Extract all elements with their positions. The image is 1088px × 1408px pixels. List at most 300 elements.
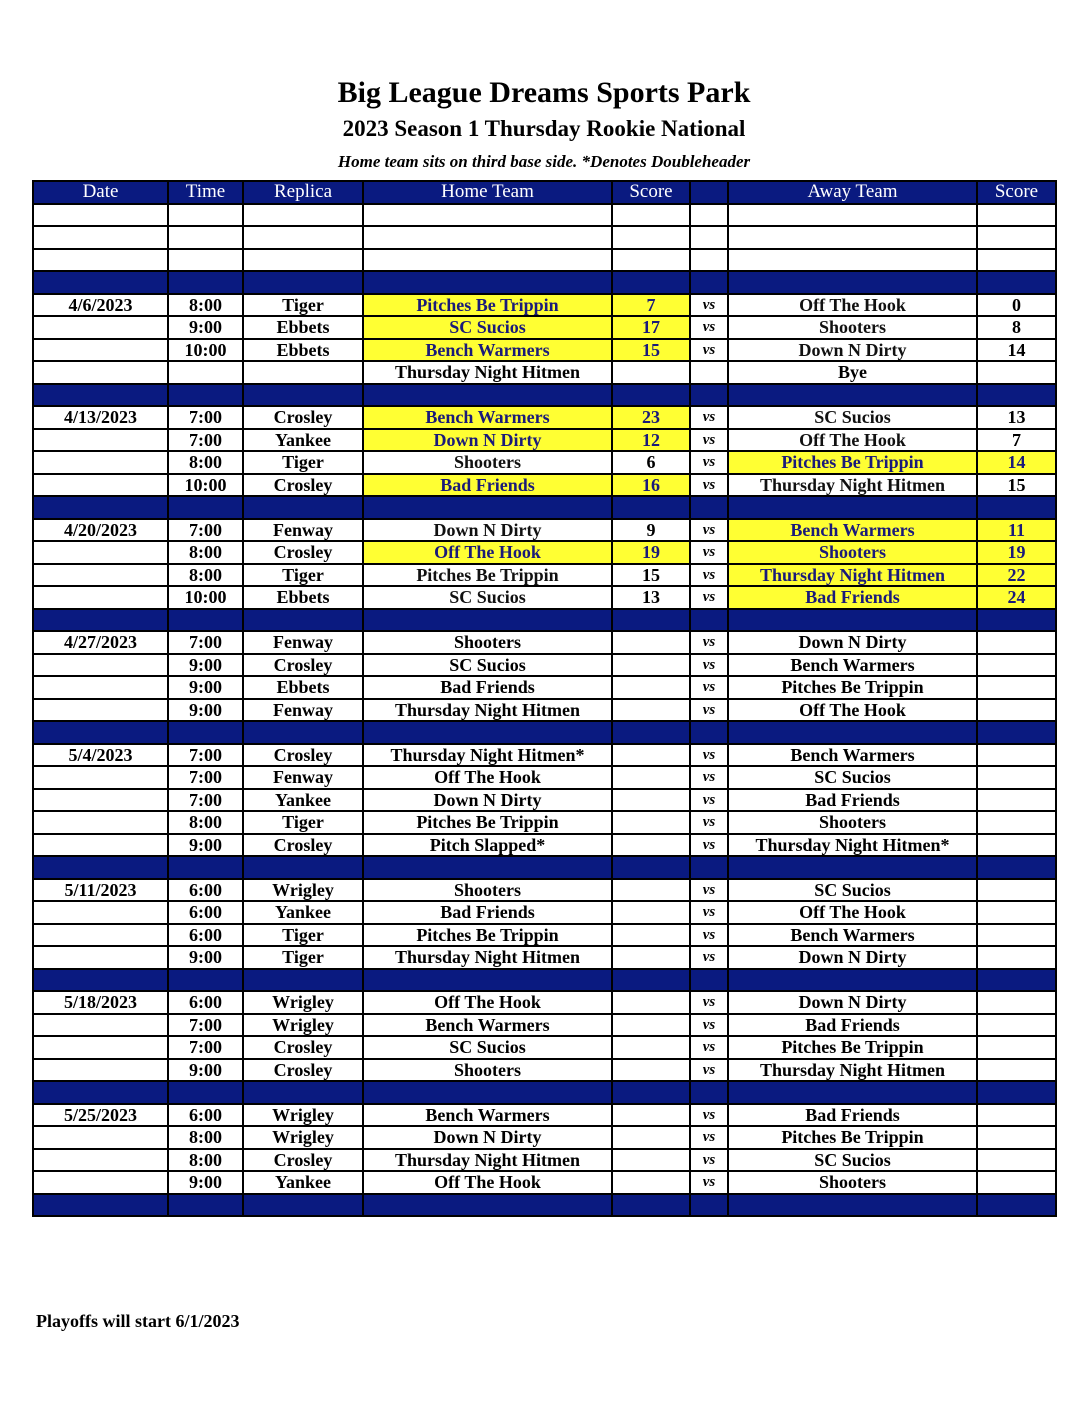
game-replica-field: Wrigley [243,1104,363,1127]
game-date: 5/4/2023 [33,744,168,767]
game-row [33,1149,1056,1172]
game-row [33,1104,1056,1127]
game-row [33,519,1056,542]
home-team: Off The Hook [363,991,612,1014]
game-date-empty [33,1014,168,1037]
game-replica-field: Tiger [243,564,363,587]
home-team: Shooters [363,451,612,474]
game-row [33,766,1056,789]
away-score: 19 [977,541,1056,564]
versus-label: vs [690,834,728,857]
game-date-empty [33,901,168,924]
home-score [612,991,690,1014]
home-score [612,744,690,767]
away-score [977,1149,1056,1172]
game-time: 8:00 [168,1149,243,1172]
game-row [33,901,1056,924]
home-team: Bad Friends [363,676,612,699]
versus-label: vs [690,1059,728,1082]
game-replica-field: Ebbets [243,676,363,699]
away-team: Thursday Night Hitmen [728,564,977,587]
away-team: Bye [728,361,977,384]
away-score [977,631,1056,654]
home-score [612,766,690,789]
game-replica-field: Wrigley [243,879,363,902]
home-score [612,834,690,857]
game-replica-field: Yankee [243,789,363,812]
game-replica-field: Fenway [243,631,363,654]
week-separator-band [33,969,1056,992]
home-score: 7 [612,294,690,317]
home-score: 17 [612,316,690,339]
column-header-home-score: Score [612,181,690,204]
game-date-empty [33,1036,168,1059]
game-time: 7:00 [168,1014,243,1037]
empty-row [33,204,1056,227]
game-replica-field: Yankee [243,1171,363,1194]
game-time: 6:00 [168,991,243,1014]
home-team: SC Sucios [363,1036,612,1059]
game-time: 6:00 [168,901,243,924]
header-note: Home team sits on third base side. *Denotes Doubleheader [337,152,751,171]
week-separator-band [33,609,1056,632]
game-replica-field: Wrigley [243,991,363,1014]
game-time: 8:00 [168,451,243,474]
versus-label: vs [690,744,728,767]
home-team: Off The Hook [363,766,612,789]
game-date: 4/6/2023 [33,294,168,317]
home-score [612,676,690,699]
game-time: 9:00 [168,699,243,722]
empty-row [33,226,1056,249]
away-team: Thursday Night Hitmen [728,474,977,497]
game-row [33,294,1056,317]
game-row [33,789,1056,812]
away-score: 15 [977,474,1056,497]
game-row [33,924,1056,947]
away-score [977,361,1056,384]
game-replica-field: Tiger [243,811,363,834]
game-time: 8:00 [168,811,243,834]
home-score [612,1104,690,1127]
game-time: 9:00 [168,1059,243,1082]
game-replica-field: Ebbets [243,586,363,609]
game-row [33,316,1056,339]
versus-label: vs [690,586,728,609]
game-row [33,834,1056,857]
game-time: 6:00 [168,924,243,947]
game-replica-field: Fenway [243,519,363,542]
home-score [612,946,690,969]
game-date-empty [33,766,168,789]
away-team: SC Sucios [728,1149,977,1172]
away-team: Off The Hook [728,699,977,722]
away-score [977,834,1056,857]
home-score [612,1149,690,1172]
game-replica-field: Crosley [243,541,363,564]
versus-label: vs [690,1104,728,1127]
away-team: Shooters [728,316,977,339]
game-replica-field: Tiger [243,946,363,969]
game-replica-field: Crosley [243,1036,363,1059]
home-team: Off The Hook [363,541,612,564]
home-team: Pitches Be Trippin [363,811,612,834]
home-score [612,901,690,924]
versus-label: vs [690,879,728,902]
home-team: Bench Warmers [363,1104,612,1127]
away-team: Off The Hook [728,429,977,452]
game-date-empty [33,451,168,474]
versus-label: vs [690,1036,728,1059]
game-time: 8:00 [168,1126,243,1149]
away-score [977,1171,1056,1194]
away-score: 8 [977,316,1056,339]
game-row [33,991,1056,1014]
game-replica-field: Tiger [243,924,363,947]
game-time [168,361,243,384]
home-team: Bench Warmers [363,406,612,429]
away-team: Off The Hook [728,901,977,924]
home-score [612,789,690,812]
home-score: 9 [612,519,690,542]
game-row [33,429,1056,452]
column-header-vs [690,181,728,204]
game-row [33,361,1056,384]
versus-label: vs [690,316,728,339]
home-team: Thursday Night Hitmen* [363,744,612,767]
game-row [33,564,1056,587]
game-date-empty [33,541,168,564]
game-row [33,339,1056,362]
game-date-empty [33,946,168,969]
away-team: Down N Dirty [728,946,977,969]
column-header-away-team: Away Team [728,181,977,204]
game-date-empty [33,564,168,587]
versus-label: vs [690,474,728,497]
versus-label: vs [690,1014,728,1037]
game-date-empty [33,676,168,699]
versus-label: vs [690,1149,728,1172]
game-replica-field: Tiger [243,294,363,317]
week-separator-band [33,496,1056,519]
away-score [977,1036,1056,1059]
home-score [612,699,690,722]
away-team: Thursday Night Hitmen* [728,834,977,857]
away-score [977,699,1056,722]
game-replica-field: Fenway [243,766,363,789]
week-separator-band [33,721,1056,744]
game-replica-field: Ebbets [243,339,363,362]
home-team: SC Sucios [363,316,612,339]
away-team: Shooters [728,811,977,834]
away-team: Bad Friends [728,789,977,812]
away-team: Bad Friends [728,586,977,609]
game-row [33,1014,1056,1037]
away-team: Bench Warmers [728,654,977,677]
game-replica-field: Tiger [243,451,363,474]
game-row [33,451,1056,474]
empty-row [33,249,1056,272]
game-date-empty [33,361,168,384]
column-header-home-team: Home Team [363,181,612,204]
away-score [977,766,1056,789]
column-header-time: Time [168,181,243,204]
away-team: Pitches Be Trippin [728,1036,977,1059]
week-separator-band [33,1081,1056,1104]
game-date: 4/13/2023 [33,406,168,429]
away-team: Bench Warmers [728,744,977,767]
game-date-empty [33,789,168,812]
away-score [977,991,1056,1014]
away-team: SC Sucios [728,879,977,902]
game-row [33,631,1056,654]
away-score [977,654,1056,677]
versus-label: vs [690,676,728,699]
game-row [33,811,1056,834]
away-score: 13 [977,406,1056,429]
away-team: Pitches Be Trippin [728,676,977,699]
game-time: 6:00 [168,1104,243,1127]
game-replica-field: Ebbets [243,316,363,339]
home-score: 12 [612,429,690,452]
game-time: 7:00 [168,1036,243,1059]
home-score [612,924,690,947]
game-row [33,1059,1056,1082]
versus-label: vs [690,1126,728,1149]
home-team: SC Sucios [363,586,612,609]
game-row [33,879,1056,902]
home-score [612,654,690,677]
game-time: 9:00 [168,676,243,699]
game-time: 7:00 [168,519,243,542]
versus-label: vs [690,406,728,429]
schedule-table [32,180,1057,1217]
game-time: 10:00 [168,586,243,609]
home-team: Down N Dirty [363,519,612,542]
home-score: 6 [612,451,690,474]
game-date: 5/18/2023 [33,991,168,1014]
versus-label: vs [690,924,728,947]
game-replica-field [243,361,363,384]
home-score [612,1126,690,1149]
game-replica-field: Crosley [243,654,363,677]
game-time: 8:00 [168,541,243,564]
game-replica-field: Crosley [243,744,363,767]
game-time: 9:00 [168,654,243,677]
game-replica-field: Yankee [243,429,363,452]
home-team: Pitch Slapped* [363,834,612,857]
week-separator-band [33,271,1056,294]
home-score [612,631,690,654]
game-date: 5/25/2023 [33,1104,168,1127]
away-score [977,924,1056,947]
away-team: Off The Hook [728,294,977,317]
game-date-empty [33,924,168,947]
away-team: Bench Warmers [728,519,977,542]
game-row [33,654,1056,677]
game-date-empty [33,339,168,362]
game-time: 7:00 [168,789,243,812]
game-row [33,1126,1056,1149]
versus-label [690,361,728,384]
game-row [33,541,1056,564]
away-score [977,811,1056,834]
game-date-empty [33,1149,168,1172]
versus-label: vs [690,451,728,474]
game-time: 8:00 [168,564,243,587]
game-replica-field: Crosley [243,474,363,497]
home-score: 16 [612,474,690,497]
away-score [977,744,1056,767]
game-replica-field: Crosley [243,1059,363,1082]
week-separator-band [33,1194,1056,1217]
game-date-empty [33,474,168,497]
game-replica-field: Fenway [243,699,363,722]
home-team: Bad Friends [363,474,612,497]
away-team: Down N Dirty [728,631,977,654]
away-score: 14 [977,451,1056,474]
game-date: 5/11/2023 [33,879,168,902]
away-score [977,789,1056,812]
game-time: 8:00 [168,294,243,317]
home-team: Off The Hook [363,1171,612,1194]
game-date-empty [33,1171,168,1194]
game-row [33,699,1056,722]
game-date: 4/20/2023 [33,519,168,542]
home-score [612,1059,690,1082]
home-team: Thursday Night Hitmen [363,361,612,384]
home-team: Down N Dirty [363,1126,612,1149]
home-score [612,1014,690,1037]
game-date-empty [33,834,168,857]
column-header-away-score: Score [977,181,1056,204]
home-team: Bench Warmers [363,339,612,362]
versus-label: vs [690,1171,728,1194]
game-date: 4/27/2023 [33,631,168,654]
game-replica-field: Crosley [243,834,363,857]
versus-label: vs [690,541,728,564]
home-score: 15 [612,339,690,362]
game-row [33,676,1056,699]
home-team: SC Sucios [363,654,612,677]
home-score [612,1036,690,1059]
away-score: 24 [977,586,1056,609]
home-score: 13 [612,586,690,609]
versus-label: vs [690,901,728,924]
column-header-replica: Replica [243,181,363,204]
versus-label: vs [690,564,728,587]
versus-label: vs [690,339,728,362]
game-date-empty [33,654,168,677]
home-team: Shooters [363,879,612,902]
game-date-empty [33,699,168,722]
game-time: 9:00 [168,946,243,969]
away-team: SC Sucios [728,766,977,789]
game-replica-field: Wrigley [243,1014,363,1037]
away-team: Pitches Be Trippin [728,1126,977,1149]
home-team: Bad Friends [363,901,612,924]
game-time: 7:00 [168,631,243,654]
playoffs-note: Playoffs will start 6/1/2023 [36,1311,240,1331]
game-time: 10:00 [168,474,243,497]
away-score [977,901,1056,924]
game-date-empty [33,1126,168,1149]
table-header-row [33,181,1056,204]
game-replica-field: Yankee [243,901,363,924]
away-score [977,676,1056,699]
game-row [33,474,1056,497]
home-team: Pitches Be Trippin [363,294,612,317]
game-replica-field: Crosley [243,406,363,429]
week-separator-band [33,856,1056,879]
versus-label: vs [690,294,728,317]
home-team: Down N Dirty [363,429,612,452]
home-team: Thursday Night Hitmen [363,699,612,722]
away-team: Shooters [728,1171,977,1194]
page-subtitle: 2023 Season 1 Thursday Rookie National [342,116,746,141]
game-date-empty [33,1059,168,1082]
away-score: 7 [977,429,1056,452]
versus-label: vs [690,699,728,722]
game-date-empty [33,316,168,339]
week-separator-band [33,384,1056,407]
game-row [33,406,1056,429]
away-team: Down N Dirty [728,339,977,362]
game-replica-field: Wrigley [243,1126,363,1149]
versus-label: vs [690,766,728,789]
away-score [977,1014,1056,1037]
game-time: 6:00 [168,879,243,902]
home-score: 15 [612,564,690,587]
game-time: 7:00 [168,406,243,429]
home-score [612,879,690,902]
home-team: Shooters [363,1059,612,1082]
versus-label: vs [690,654,728,677]
game-date-empty [33,429,168,452]
game-time: 7:00 [168,744,243,767]
home-score: 23 [612,406,690,429]
away-team: Bench Warmers [728,924,977,947]
game-date-empty [33,811,168,834]
versus-label: vs [690,519,728,542]
away-score [977,879,1056,902]
versus-label: vs [690,789,728,812]
game-time: 9:00 [168,1171,243,1194]
home-team: Thursday Night Hitmen [363,946,612,969]
away-score: 11 [977,519,1056,542]
versus-label: vs [690,631,728,654]
game-row [33,586,1056,609]
away-team: Down N Dirty [728,991,977,1014]
home-score: 19 [612,541,690,564]
versus-label: vs [690,991,728,1014]
away-team: Shooters [728,541,977,564]
home-team: Thursday Night Hitmen [363,1149,612,1172]
away-score [977,1059,1056,1082]
game-row [33,744,1056,767]
home-team: Bench Warmers [363,1014,612,1037]
home-team: Down N Dirty [363,789,612,812]
page-title: Big League Dreams Sports Park [337,76,751,109]
game-time: 9:00 [168,316,243,339]
home-score [612,1171,690,1194]
away-score [977,1126,1056,1149]
home-team: Pitches Be Trippin [363,924,612,947]
away-score: 14 [977,339,1056,362]
game-replica-field: Crosley [243,1149,363,1172]
home-team: Pitches Be Trippin [363,564,612,587]
game-row [33,1171,1056,1194]
